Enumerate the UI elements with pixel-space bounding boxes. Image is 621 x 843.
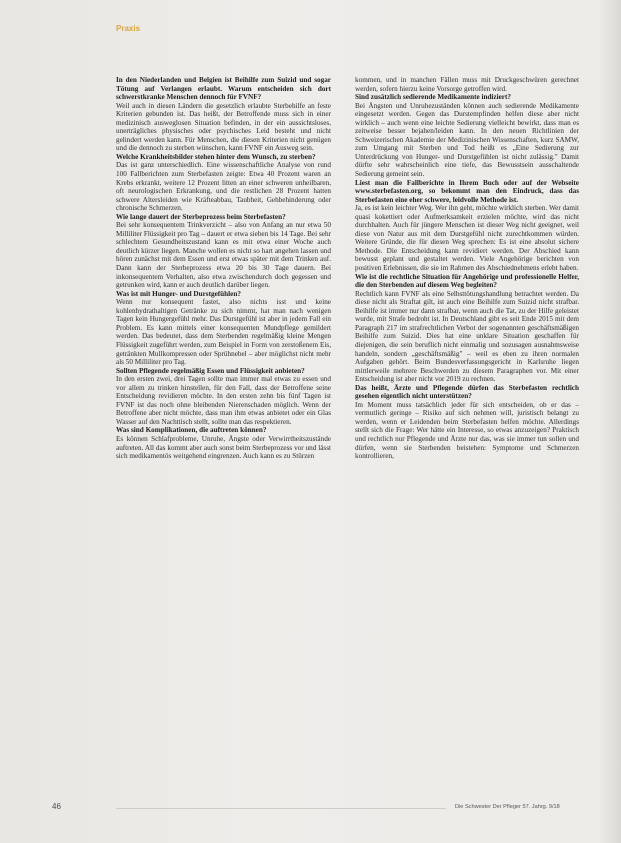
question-paragraph: Welche Krankheitsbilder stehen hinter dem Wunsch, zu sterben?: [116, 152, 316, 161]
answer-paragraph: Weil auch in diesen Ländern die gesetzlich erlaubte Sterbehilfe an feste Kriterien gebunden ist. Das heißt, der Betroffende muss sich in einer medizinisch ausweglosen Situation befinden, in der ein aussichtsloses, unerträgliches physisches oder psychisches Leid besteht und nicht gelindert werden kann. Für Menschen, die diesen Kriterien nicht genügen und die dennoch zu sterben wünschen, kann FVNF ein Ausweg sein.: [116, 101, 331, 153]
question-paragraph: Sollten Pflegende regelmäßig Essen und Flüssigkeit anbieten?: [116, 366, 305, 375]
answer-paragraph: Bei Ängsten und Unruhezuständen können auch sedierende Medikamente eingesetzt werden. Gegen das Durstempfinden helfen diese aber nicht wirklich – auch wenn eine leichte Sedierung vielleicht bewirkt, dass man es zeitweise besser bejahen/leiden kann. In den neuen Richtlinien der Schweizerischen Akademie der Medizinischen Wissenschaften, kurz SAMW, zum Umgang mit Sterben und Tod heißt es „Eine Sedierung zur Unterdrückung von Hunger- und Durstgefühlen ist nicht zulässig." Damit dürfte sehr wahrscheinlich eine tiefe, das Bewusstsein ausschaltende Sedierung gemeint sein.: [355, 101, 579, 179]
answer-paragraph: Bei sehr konsequentem Trinkverzicht – also von Anfang an nur etwa 50 Milliliter Flüssigkeit pro Tag – dauert er etwa sieben bis 14 Tage. Bei sehr schlechtem Gesundheitszustand kann es mit etwa einer Woche auch deutlich kürzer liegen. Manche wollen es nicht so hart angehen lassen und hören zunächst mit dem Essen und erst etwas später mit dem Trinken auf. Dann kann der Sterbeprozess etwa 20 bis 30 Tage dauern. Bei inkonsequentem Verhalten, also etwa zwischendurch doch gegessen und getrunken wird, kann er auch deutlich darüber liegen.: [116, 221, 331, 290]
question-paragraph: Wie lange dauert der Sterbeprozess beim Sterbefasten?: [116, 212, 286, 221]
question-paragraph: Sind zusätzlich sedierende Medikamente indiziert?: [355, 93, 511, 102]
answer-paragraph: Ja, es ist kein leichter Weg. Wer ihn geht, möchte wirklich sterben. Wer damit quasi kokettiert oder Aufmerksamkeit erzielen möchte, wird das nicht durchhalten. Auch für jüngere Menschen ist dieser Weg nicht geeignet, weil diese von Natur aus mit dem Durstgefühl nicht zurechtkommen würden. Weitere Gründe, die für diesen Weg sprechen: Es ist eine absolut sichere Methode. Die Entscheidung kann revidiert werden. Der Abschied kann bewusst geplant und gestaltet werden. Viele Angehörige berichten von positiven Erlebnissen, die sie im Rahmen des Abschiednehmens erlebt haben.: [355, 204, 579, 273]
answer-paragraph: kommen, und in manchen Fällen muss mit Druckgeschwüren gerechnet werden, sofern hierzu keine Vorsorge getroffen wird.: [355, 76, 579, 93]
question-paragraph: Das heißt, Ärzte und Pflegende dürfen das Sterbefasten rechtlich gesehen eigentlich nicht unterstützen?: [355, 383, 579, 401]
answer-paragraph: Rechtlich kann FVNF als eine Selbsttötungshandlung betrachtet werden. Da diese nicht als Straftat gilt, ist auch eine Beihilfe zum Suizid nicht strafbar. Beihilfe ist immer nur dann strafbar, wenn auch die Tat, zu der Hilfe geleistet wurde, mit Strafe bedroht ist. In Deutschland gibt es seit Ende 2015 mit dem Paragraph 217 im strafrechtlichen Verbot der sogenannten geschäftsmäßigen Beihilfe zum Suizid. Dies hat eine unklare Situation geschaffen für diejenigen, die sein beruflich nicht einmalig und sozusagen ausnahmsweise handeln, sondern „geschäftsmäßig" – weil es eben zu ihren normalen Aufgaben gehört. Beim Bundesverfassungsgericht in Karlsruhe liegen mittlerweile mehrere Beschwerden zu diesem Paragraphen vor. Mit einer Entscheidung ist aber nicht vor 2019 zu rechnen.: [355, 289, 579, 384]
journal-citation: Die Schwester Der Pfleger 57. Jahrg. 9/18: [455, 804, 560, 810]
answer-paragraph: Wenn nur konsequent fastet, also nichts isst und keine kohlenhydrathaltigen Getränke zu sich nimmt, hat man nach wenigen Tagen kein Hungergefühl mehr. Das Durstgefühl ist aber in jedem Fall ein Problem. Es kann mittels einer konsequenten Mundpflege gemildert werden. Das bedeutet, dass dem Sterbenden regelmäßig kleine Mengen Flüssigkeit zugeführt werden, zum Beispiel in Form von zerstoßenem Eis, getränkten Mullkompressen oder Sprühnebel – aber möglichst nicht mehr als 50 Milliliter pro Tag.: [116, 298, 331, 367]
question-paragraph: Was ist mit Hunger- und Durstgefühlen?: [116, 289, 241, 298]
answer-paragraph: Das ist ganz unterschiedlich. Eine wissenschaftliche Analyse von rund 100 Fallberichten zum Sterbefasten zeigte: Etwa 40 Prozent waren an Krebs erkrankt, weitere 12 Prozent litten an einer schweren unheilbaren, oft neurologischen Erkrankung, und die restlichen 28 Prozent hatten schwere Altersleiden wie Kräfteabbau, Taubheit, Gehbehinderung oder chronische Schmerzen.: [116, 161, 331, 213]
question-paragraph: Liest man die Fallberichte in Ihrem Buch oder auf der Webseite www.sterbefasten.org, so bekommt man den Eindruck, dass das Sterbefasten eine eher schwere, leidvolle Methode ist.: [355, 178, 579, 204]
right-column: [355, 76, 579, 461]
section-header: Praxis: [116, 24, 141, 33]
footer-rule: [116, 808, 446, 809]
answer-paragraph: In den ersten zwei, drei Tagen sollte man immer mal etwas zu essen und vor allem zu trinken hinstellen, für den Fall, dass der Betroffene seine Entscheidung revidieren möchte. In den ersten zehn bis fünf Tagen ist FVNF ist das noch ohne bleibenden Nierenschaden möglich. Wenn der Betroffene aber nicht möchte, dass man ihm etwas anbietet oder ein Glas Wasser auf den Nachttisch stellt, sollte man das respektieren.: [116, 375, 331, 426]
binding-shadow: [599, 0, 621, 843]
question-paragraph: In den Niederlanden und Belgien ist Beihilfe zum Suizid und sogar Tötung auf Verlangen erlaubt. Warum entscheiden sich dort schwerstkranke Menschen dennoch für FVNF?: [116, 76, 331, 102]
left-column: [116, 76, 331, 461]
page-number: 46: [52, 802, 61, 811]
question-paragraph: Wie ist die rechtliche Situation für Angehörige und professionelle Helfer, die den Sterbenden auf diesem Weg begleiten?: [355, 272, 579, 290]
question-paragraph: Was sind Komplikationen, die auftreten können?: [116, 426, 267, 435]
answer-paragraph: Im Moment muss tatsächlich jeder für sich entscheiden, ob er das – vermutlich geringe – Risiko auf sich nehmen will, juristisch belangt zu werden, wenn er Leidenden beim Sterbefasten helfen möchte. Allerdings stellt sich die Frage: Wer hätte ein Interesse, so etwas anzuzeigen? Praktisch und rechtlich nur Pflegende und Ärzte nur das, was sie immer tun sollen und dürfen, wenn sie Sterbenden beistehen: Symptome und Schmerzen kontrollieren,: [355, 400, 579, 461]
answer-paragraph: Es können Schlafprobleme, Unruhe, Ängste oder Verwirrtheitszustände auftreten. All das kommt aber auch sonst beim Sterbeprozess vor und lässt sich medikamentös weitgehend eingrenzen. Auch kann es zu Stürzen: [116, 434, 331, 461]
